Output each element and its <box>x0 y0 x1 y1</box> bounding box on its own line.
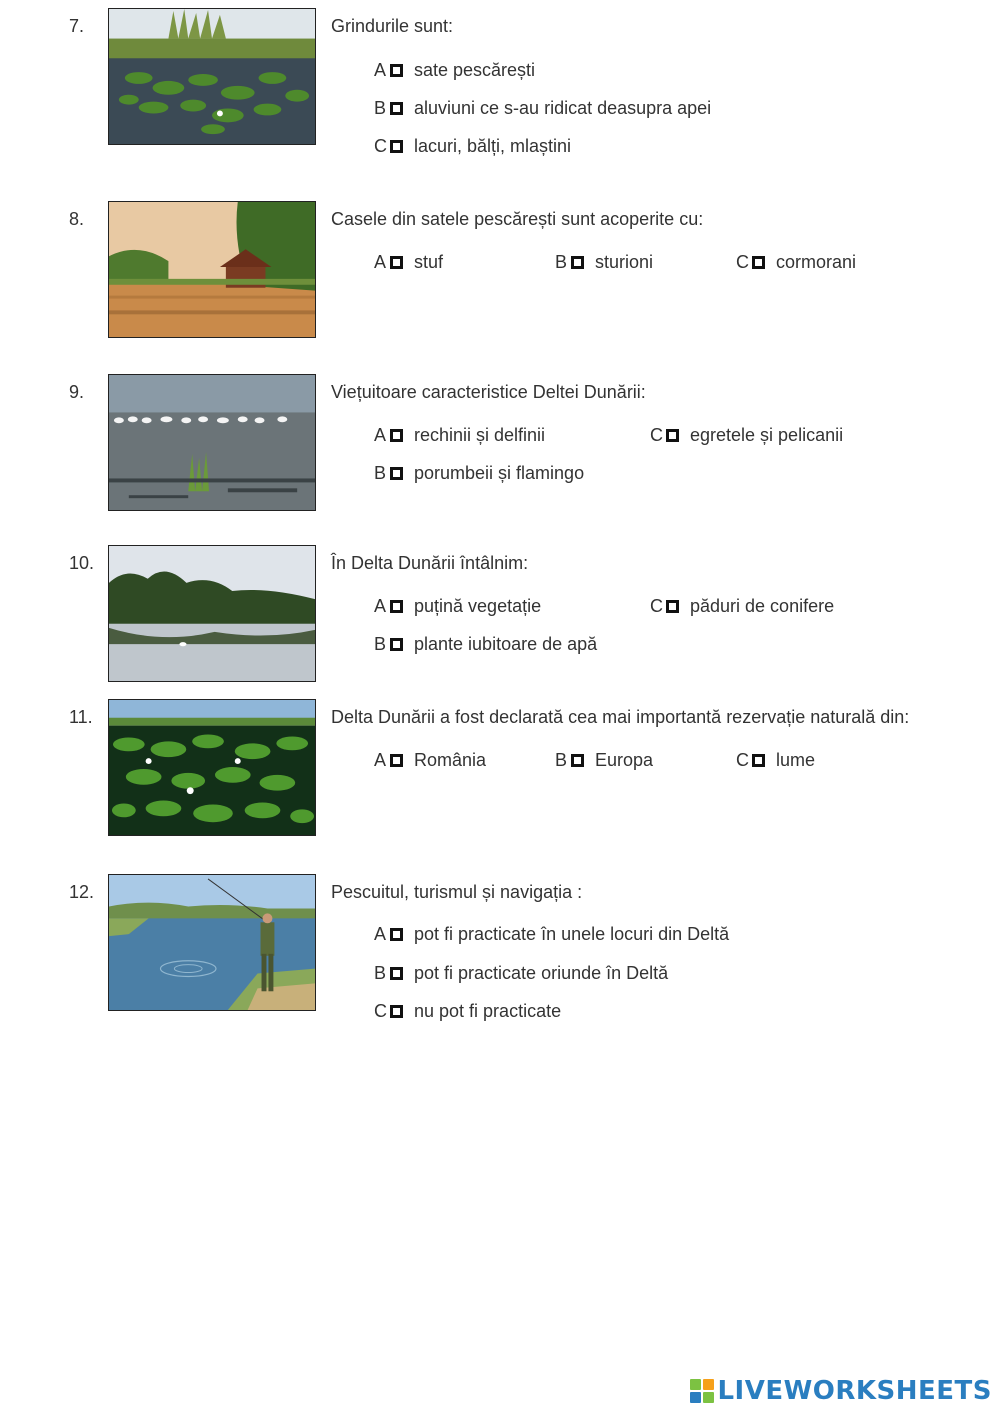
question-10 <box>0 537 1000 687</box>
option-letter: A <box>374 750 387 770</box>
option-a <box>374 252 443 273</box>
option-label: aluviuni ce s-au ridicat deasupra apei <box>414 98 712 118</box>
question-text: Viețuitoare caracteristice Deltei Dunării: <box>331 382 646 402</box>
option-label: cormorani <box>776 252 857 272</box>
option-b <box>374 463 584 484</box>
option-letter: C <box>736 750 749 770</box>
logo-tiles-icon <box>690 1379 714 1403</box>
checkbox[interactable] <box>390 102 403 115</box>
photo-delta-forest <box>108 545 316 682</box>
option-label: lume <box>776 750 816 770</box>
logo-tile <box>690 1379 701 1390</box>
logo-tile <box>703 1379 714 1390</box>
option-c <box>736 750 815 771</box>
question-7 <box>0 0 1000 156</box>
photo-fisherman-house <box>108 201 316 338</box>
question-number: 11. <box>69 707 93 727</box>
checkbox[interactable] <box>666 600 679 613</box>
question-number: 12. <box>69 882 95 902</box>
option-letter: B <box>374 463 387 483</box>
checkbox[interactable] <box>752 754 765 767</box>
option-b <box>374 963 668 984</box>
question-11 <box>0 691 1000 841</box>
option-label: plante iubitoare de apă <box>414 634 598 654</box>
question-text: Delta Dunării a fost declarată cea mai importantă rezervație naturală din: <box>331 707 910 727</box>
option-letter: C <box>650 596 663 616</box>
option-label: România <box>414 750 487 770</box>
photo-fisherman <box>108 874 316 1011</box>
photo-delta-water-lilies <box>108 8 316 145</box>
question-number: 8. <box>69 209 85 229</box>
question-text: Casele din satele pescărești sunt acoperite cu: <box>331 209 704 229</box>
question-9 <box>0 366 1000 516</box>
checkbox[interactable] <box>390 754 403 767</box>
option-letter: C <box>650 425 663 445</box>
checkbox[interactable] <box>390 140 403 153</box>
checkbox[interactable] <box>571 256 584 269</box>
option-b <box>555 252 653 273</box>
option-label: stuf <box>414 252 444 272</box>
option-letter: C <box>374 136 387 156</box>
option-c <box>374 136 571 157</box>
option-label: lacuri, bălți, mlaștini <box>414 136 572 156</box>
checkbox[interactable] <box>571 754 584 767</box>
option-c <box>374 1001 561 1022</box>
option-a <box>374 596 541 617</box>
question-number: 9. <box>69 382 85 402</box>
question-8 <box>0 193 1000 343</box>
option-letter: B <box>555 252 568 272</box>
option-letter: A <box>374 252 387 272</box>
option-b <box>374 634 597 655</box>
option-letter: B <box>374 98 387 118</box>
checkbox[interactable] <box>390 256 403 269</box>
question-number: 7. <box>69 16 85 36</box>
option-c <box>736 252 856 273</box>
option-letter: B <box>374 634 387 654</box>
checkbox[interactable] <box>666 429 679 442</box>
option-letter: A <box>374 596 387 616</box>
option-letter: B <box>374 963 387 983</box>
liveworksheets-logo <box>690 1376 992 1406</box>
checkbox[interactable] <box>390 467 403 480</box>
checkbox[interactable] <box>390 967 403 980</box>
question-12 <box>0 866 1000 1021</box>
option-label: puțină vegetație <box>414 596 542 616</box>
checkbox[interactable] <box>390 638 403 651</box>
option-a <box>374 60 535 81</box>
option-label: pot fi practicate oriunde în Deltă <box>414 963 669 983</box>
question-number: 10. <box>69 553 95 573</box>
option-a <box>374 425 545 446</box>
option-label: sturioni <box>595 252 654 272</box>
checkbox[interactable] <box>752 256 765 269</box>
logo-wordmark: LIVEWORKSHEETS <box>717 1376 992 1406</box>
option-letter: A <box>374 924 387 944</box>
photo-water-lilies-lake <box>108 699 316 836</box>
logo-tile <box>690 1392 701 1403</box>
option-letter: A <box>374 60 387 80</box>
option-b <box>374 98 711 119</box>
option-letter: C <box>736 252 749 272</box>
option-label: pot fi practicate în unele locuri din Deltă <box>414 924 730 944</box>
option-label: sate pescărești <box>414 60 536 80</box>
option-label: egretele și pelicanii <box>690 425 844 445</box>
photo-pelicans <box>108 374 316 511</box>
option-label: Europa <box>595 750 654 770</box>
option-letter: A <box>374 425 387 445</box>
option-label: rechinii și delfinii <box>414 425 546 445</box>
question-text: Grindurile sunt: <box>331 16 454 36</box>
checkbox[interactable] <box>390 928 403 941</box>
logo-tile <box>703 1392 714 1403</box>
question-text: În Delta Dunării întâlnim: <box>331 553 529 573</box>
option-letter: C <box>374 1001 387 1021</box>
question-text: Pescuitul, turismul și navigația : <box>331 882 583 902</box>
option-a <box>374 924 729 945</box>
option-label: păduri de conifere <box>690 596 835 616</box>
checkbox[interactable] <box>390 64 403 77</box>
checkbox[interactable] <box>390 1005 403 1018</box>
option-label: nu pot fi practicate <box>414 1001 562 1021</box>
option-a <box>374 750 486 771</box>
option-label: porumbeii și flamingo <box>414 463 585 483</box>
option-c <box>650 596 834 617</box>
option-b <box>555 750 653 771</box>
checkbox[interactable] <box>390 429 403 442</box>
checkbox[interactable] <box>390 600 403 613</box>
option-c <box>650 425 843 446</box>
option-letter: B <box>555 750 568 770</box>
